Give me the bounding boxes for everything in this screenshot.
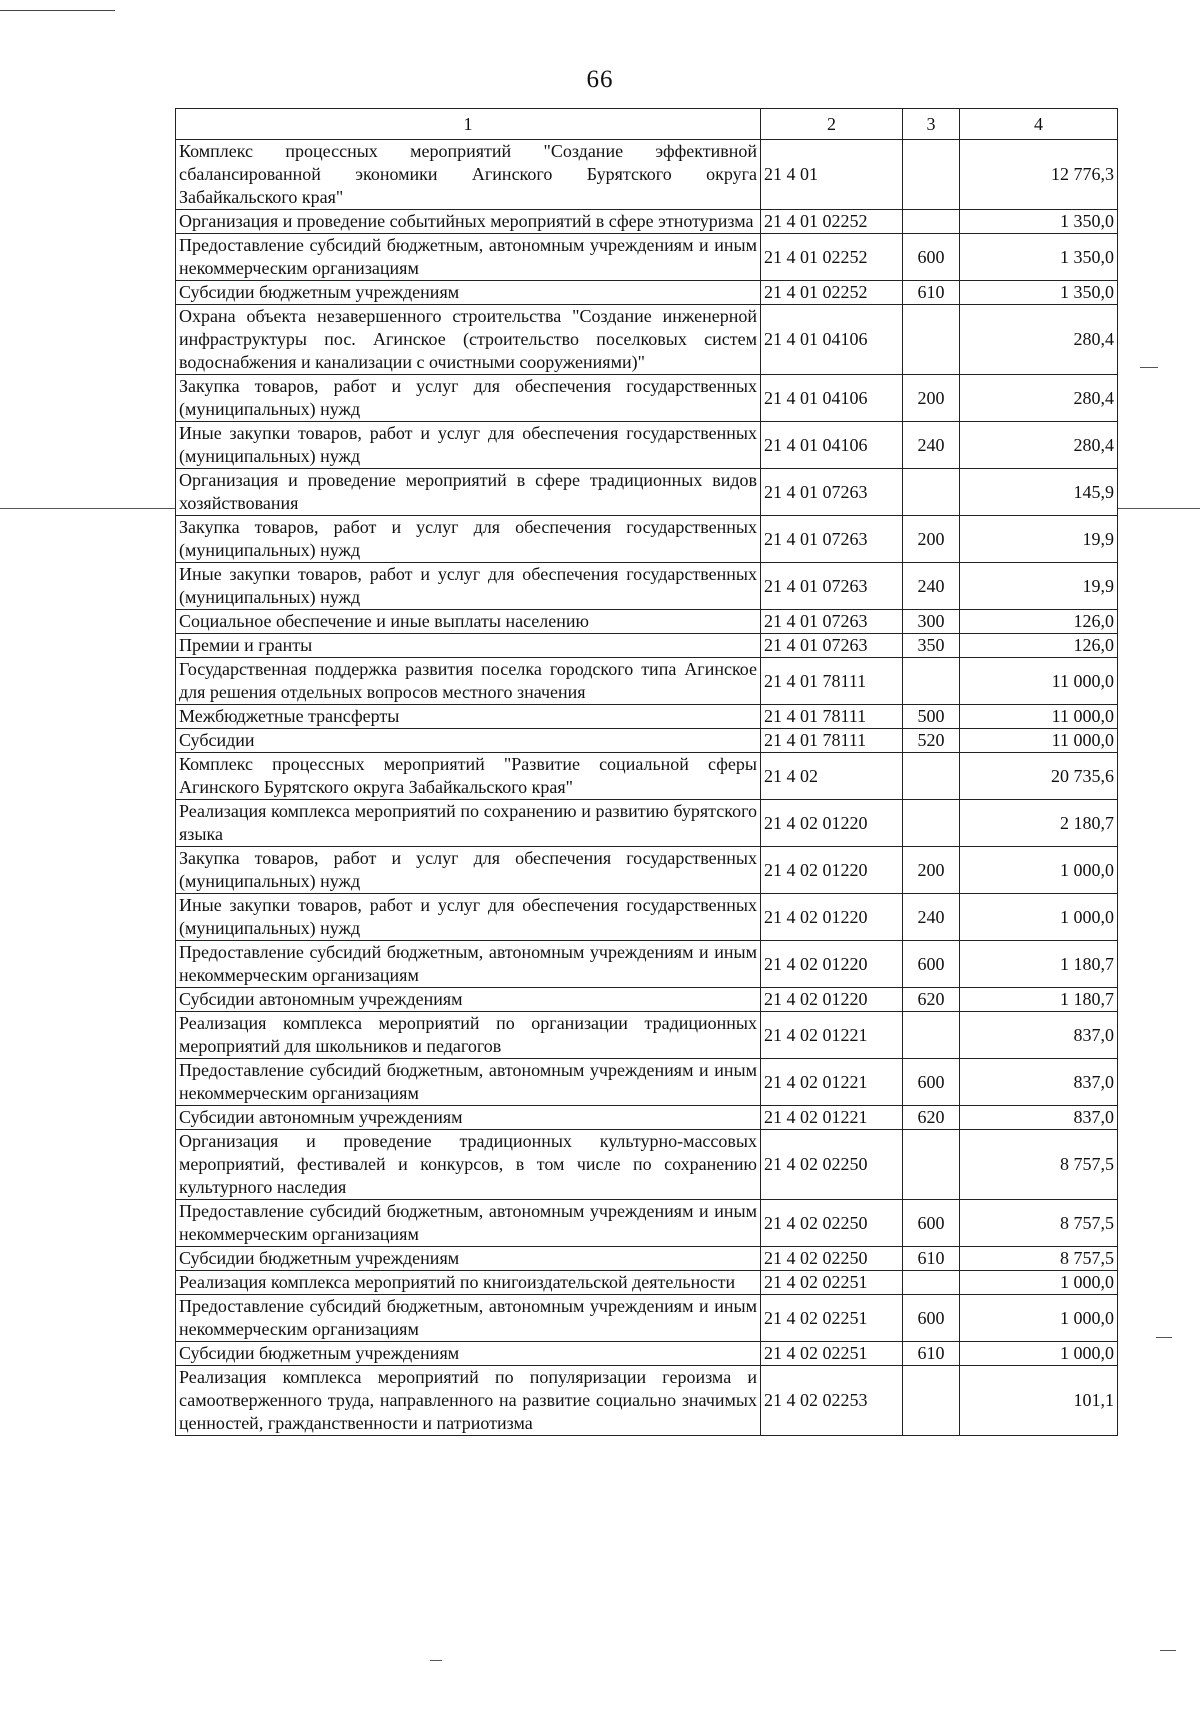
row-code-cell: 21 4 01 78111 — [761, 658, 903, 705]
page-number: 66 — [586, 66, 614, 93]
row-type-cell — [903, 800, 960, 847]
row-type-cell: 610 — [903, 281, 960, 305]
row-amount-cell: 1 000,0 — [960, 894, 1118, 941]
table-row — [176, 375, 1118, 422]
row-code-cell: 21 4 02 02251 — [761, 1342, 903, 1366]
table-row — [176, 658, 1118, 705]
table-row — [176, 1059, 1118, 1106]
row-type-cell: 600 — [903, 941, 960, 988]
row-amount-cell: 8 757,5 — [960, 1247, 1118, 1271]
row-type-cell: 240 — [903, 422, 960, 469]
table-row — [176, 516, 1118, 563]
row-type-cell: 610 — [903, 1247, 960, 1271]
row-code-cell: 21 4 01 04106 — [761, 422, 903, 469]
row-type-cell: 600 — [903, 1059, 960, 1106]
row-code-cell: 21 4 01 02252 — [761, 234, 903, 281]
row-code-cell: 21 4 01 07263 — [761, 516, 903, 563]
row-amount-cell: 2 180,7 — [960, 800, 1118, 847]
column-header-amount: 4 — [960, 109, 1118, 140]
row-amount-cell: 8 757,5 — [960, 1130, 1118, 1200]
scan-artifact-line — [0, 508, 175, 509]
row-amount-cell: 1 350,0 — [960, 281, 1118, 305]
row-amount-cell: 11 000,0 — [960, 705, 1118, 729]
row-code-cell: 21 4 01 02252 — [761, 281, 903, 305]
row-amount-cell: 1 350,0 — [960, 210, 1118, 234]
row-type-cell: 610 — [903, 1342, 960, 1366]
table-row — [176, 1247, 1118, 1271]
row-name-cell: Организация и проведение событийных мероприятий в сфере этнотуризма — [176, 210, 761, 234]
row-name-cell: Предоставление субсидий бюджетным, автономным учреждениям и иным некоммерческим организациям — [176, 941, 761, 988]
row-type-cell: 200 — [903, 847, 960, 894]
row-name-cell: Реализация комплекса мероприятий по сохранению и развитию бурятского языка — [176, 800, 761, 847]
table-row — [176, 1012, 1118, 1059]
row-code-cell: 21 4 02 02250 — [761, 1247, 903, 1271]
row-amount-cell: 280,4 — [960, 422, 1118, 469]
row-type-cell: 600 — [903, 1200, 960, 1247]
row-name-cell: Иные закупки товаров, работ и услуг для обеспечения государственных (муниципальных) нужд — [176, 422, 761, 469]
row-amount-cell: 11 000,0 — [960, 729, 1118, 753]
row-code-cell: 21 4 01 07263 — [761, 563, 903, 610]
row-code-cell: 21 4 02 01220 — [761, 988, 903, 1012]
row-name-cell: Субсидии бюджетным учреждениям — [176, 1342, 761, 1366]
table-row — [176, 305, 1118, 375]
table-row — [176, 1271, 1118, 1295]
row-type-cell: 620 — [903, 1106, 960, 1130]
table-row — [176, 729, 1118, 753]
row-name-cell: Предоставление субсидий бюджетным, автономным учреждениям и иным некоммерческим организациям — [176, 1200, 761, 1247]
row-amount-cell: 145,9 — [960, 469, 1118, 516]
row-code-cell: 21 4 02 01220 — [761, 894, 903, 941]
row-amount-cell: 1 000,0 — [960, 1295, 1118, 1342]
row-type-cell: 200 — [903, 516, 960, 563]
row-code-cell: 21 4 02 02253 — [761, 1366, 903, 1436]
row-type-cell — [903, 1271, 960, 1295]
scan-artifact-mark — [1156, 1337, 1172, 1338]
row-amount-cell: 1 000,0 — [960, 847, 1118, 894]
row-type-cell: 600 — [903, 1295, 960, 1342]
row-name-cell: Субсидии автономным учреждениям — [176, 1106, 761, 1130]
scan-artifact-mark — [1140, 367, 1158, 368]
row-name-cell: Организация и проведение мероприятий в сфере традиционных видов хозяйствования — [176, 469, 761, 516]
row-amount-cell: 126,0 — [960, 634, 1118, 658]
table-row — [176, 1342, 1118, 1366]
row-name-cell: Межбюджетные трансферты — [176, 705, 761, 729]
row-name-cell: Социальное обеспечение и иные выплаты населению — [176, 610, 761, 634]
row-name-cell: Охрана объекта незавершенного строительства "Создание инженерной инфраструктуры пос. Агинское (строительство поселковых систем водоснабжения и канализации с очистными сооружениями)" — [176, 305, 761, 375]
table-row — [176, 634, 1118, 658]
column-header-name: 1 — [176, 109, 761, 140]
row-amount-cell: 11 000,0 — [960, 658, 1118, 705]
row-type-cell — [903, 210, 960, 234]
row-code-cell: 21 4 01 07263 — [761, 634, 903, 658]
row-name-cell: Субсидии автономным учреждениям — [176, 988, 761, 1012]
row-type-cell: 300 — [903, 610, 960, 634]
row-name-cell: Реализация комплекса мероприятий по организации традиционных мероприятий для школьников и педагогов — [176, 1012, 761, 1059]
budget-table — [175, 108, 1118, 1436]
row-name-cell: Реализация комплекса мероприятий по популяризации героизма и самоотверженного труда, направленного на развитие социально значимых ценностей, гражданственности и патриотизма — [176, 1366, 761, 1436]
row-name-cell: Закупка товаров, работ и услуг для обеспечения государственных (муниципальных) нужд — [176, 375, 761, 422]
table-row — [176, 610, 1118, 634]
row-name-cell: Организация и проведение традиционных культурно-массовых мероприятий, фестивалей и конкурсов, в том числе по сохранению культурного наследия — [176, 1130, 761, 1200]
table-row — [176, 234, 1118, 281]
row-name-cell: Комплекс процессных мероприятий "Развитие социальной сферы Агинского Бурятского округа Забайкальского края" — [176, 753, 761, 800]
table-row — [176, 894, 1118, 941]
row-type-cell: 240 — [903, 563, 960, 610]
row-amount-cell: 837,0 — [960, 1106, 1118, 1130]
table-row — [176, 1366, 1118, 1436]
table-row — [176, 1295, 1118, 1342]
row-name-cell: Субсидии бюджетным учреждениям — [176, 281, 761, 305]
row-type-cell — [903, 140, 960, 210]
row-name-cell: Предоставление субсидий бюджетным, автономным учреждениям и иным некоммерческим организациям — [176, 1295, 761, 1342]
table-row — [176, 469, 1118, 516]
row-name-cell: Иные закупки товаров, работ и услуг для обеспечения государственных (муниципальных) нужд — [176, 563, 761, 610]
row-name-cell: Предоставление субсидий бюджетным, автономным учреждениям и иным некоммерческим организациям — [176, 234, 761, 281]
table-row — [176, 210, 1118, 234]
row-code-cell: 21 4 02 01221 — [761, 1106, 903, 1130]
row-amount-cell: 1 180,7 — [960, 988, 1118, 1012]
row-code-cell: 21 4 02 01221 — [761, 1012, 903, 1059]
row-amount-cell: 19,9 — [960, 563, 1118, 610]
row-type-cell: 620 — [903, 988, 960, 1012]
row-type-cell: 240 — [903, 894, 960, 941]
row-type-cell — [903, 1012, 960, 1059]
row-amount-cell: 20 735,6 — [960, 753, 1118, 800]
row-type-cell: 350 — [903, 634, 960, 658]
row-type-cell — [903, 305, 960, 375]
row-code-cell: 21 4 01 04106 — [761, 375, 903, 422]
row-amount-cell: 8 757,5 — [960, 1200, 1118, 1247]
row-type-cell: 600 — [903, 234, 960, 281]
scan-artifact-line — [1117, 508, 1200, 509]
table-row — [176, 847, 1118, 894]
table-row — [176, 1130, 1118, 1200]
row-amount-cell: 12 776,3 — [960, 140, 1118, 210]
row-type-cell: 200 — [903, 375, 960, 422]
row-amount-cell: 1 350,0 — [960, 234, 1118, 281]
row-code-cell: 21 4 02 01220 — [761, 847, 903, 894]
table-row — [176, 1106, 1118, 1130]
row-code-cell: 21 4 01 78111 — [761, 705, 903, 729]
row-code-cell: 21 4 02 02250 — [761, 1130, 903, 1200]
row-amount-cell: 1 180,7 — [960, 941, 1118, 988]
table-header-row — [176, 109, 1118, 140]
row-name-cell: Комплекс процессных мероприятий "Создание эффективной сбалансированной экономики Агинского Бурятского округа Забайкальского края" — [176, 140, 761, 210]
table-row — [176, 563, 1118, 610]
row-code-cell: 21 4 02 01220 — [761, 800, 903, 847]
row-code-cell: 21 4 01 04106 — [761, 305, 903, 375]
row-code-cell: 21 4 01 07263 — [761, 469, 903, 516]
row-code-cell: 21 4 01 — [761, 140, 903, 210]
row-code-cell: 21 4 02 01221 — [761, 1059, 903, 1106]
row-type-cell: 500 — [903, 705, 960, 729]
row-type-cell — [903, 753, 960, 800]
row-amount-cell: 1 000,0 — [960, 1342, 1118, 1366]
column-header-type: 3 — [903, 109, 960, 140]
row-code-cell: 21 4 01 78111 — [761, 729, 903, 753]
row-code-cell: 21 4 01 07263 — [761, 610, 903, 634]
row-amount-cell: 101,1 — [960, 1366, 1118, 1436]
row-type-cell — [903, 469, 960, 516]
row-name-cell: Закупка товаров, работ и услуг для обеспечения государственных (муниципальных) нужд — [176, 847, 761, 894]
row-name-cell: Субсидии — [176, 729, 761, 753]
row-code-cell: 21 4 02 — [761, 753, 903, 800]
row-code-cell: 21 4 02 02251 — [761, 1295, 903, 1342]
row-name-cell: Государственная поддержка развития поселка городского типа Агинское для решения отдельных вопросов местного значения — [176, 658, 761, 705]
scan-artifact-line — [0, 10, 115, 11]
row-code-cell: 21 4 01 02252 — [761, 210, 903, 234]
table-row — [176, 705, 1118, 729]
scan-artifact-mark — [1160, 1650, 1176, 1651]
row-amount-cell: 1 000,0 — [960, 1271, 1118, 1295]
row-name-cell: Субсидии бюджетным учреждениям — [176, 1247, 761, 1271]
row-amount-cell: 280,4 — [960, 305, 1118, 375]
row-name-cell: Закупка товаров, работ и услуг для обеспечения государственных (муниципальных) нужд — [176, 516, 761, 563]
row-amount-cell: 280,4 — [960, 375, 1118, 422]
table-row — [176, 800, 1118, 847]
row-name-cell: Иные закупки товаров, работ и услуг для обеспечения государственных (муниципальных) нужд — [176, 894, 761, 941]
row-name-cell: Реализация комплекса мероприятий по книгоиздательской деятельности — [176, 1271, 761, 1295]
row-amount-cell: 19,9 — [960, 516, 1118, 563]
table-row — [176, 281, 1118, 305]
row-amount-cell: 837,0 — [960, 1012, 1118, 1059]
row-type-cell — [903, 1130, 960, 1200]
table-row — [176, 140, 1118, 210]
scan-artifact-mark — [430, 1660, 442, 1661]
row-code-cell: 21 4 02 02251 — [761, 1271, 903, 1295]
row-type-cell: 520 — [903, 729, 960, 753]
column-header-code: 2 — [761, 109, 903, 140]
row-amount-cell: 837,0 — [960, 1059, 1118, 1106]
table-row — [176, 1200, 1118, 1247]
table-row — [176, 753, 1118, 800]
table-row — [176, 988, 1118, 1012]
row-name-cell: Предоставление субсидий бюджетным, автономным учреждениям и иным некоммерческим организациям — [176, 1059, 761, 1106]
table-row — [176, 941, 1118, 988]
row-amount-cell: 126,0 — [960, 610, 1118, 634]
row-code-cell: 21 4 02 01220 — [761, 941, 903, 988]
row-name-cell: Премии и гранты — [176, 634, 761, 658]
row-type-cell — [903, 1366, 960, 1436]
row-code-cell: 21 4 02 02250 — [761, 1200, 903, 1247]
table-body — [176, 140, 1118, 1436]
row-type-cell — [903, 658, 960, 705]
table-row — [176, 422, 1118, 469]
